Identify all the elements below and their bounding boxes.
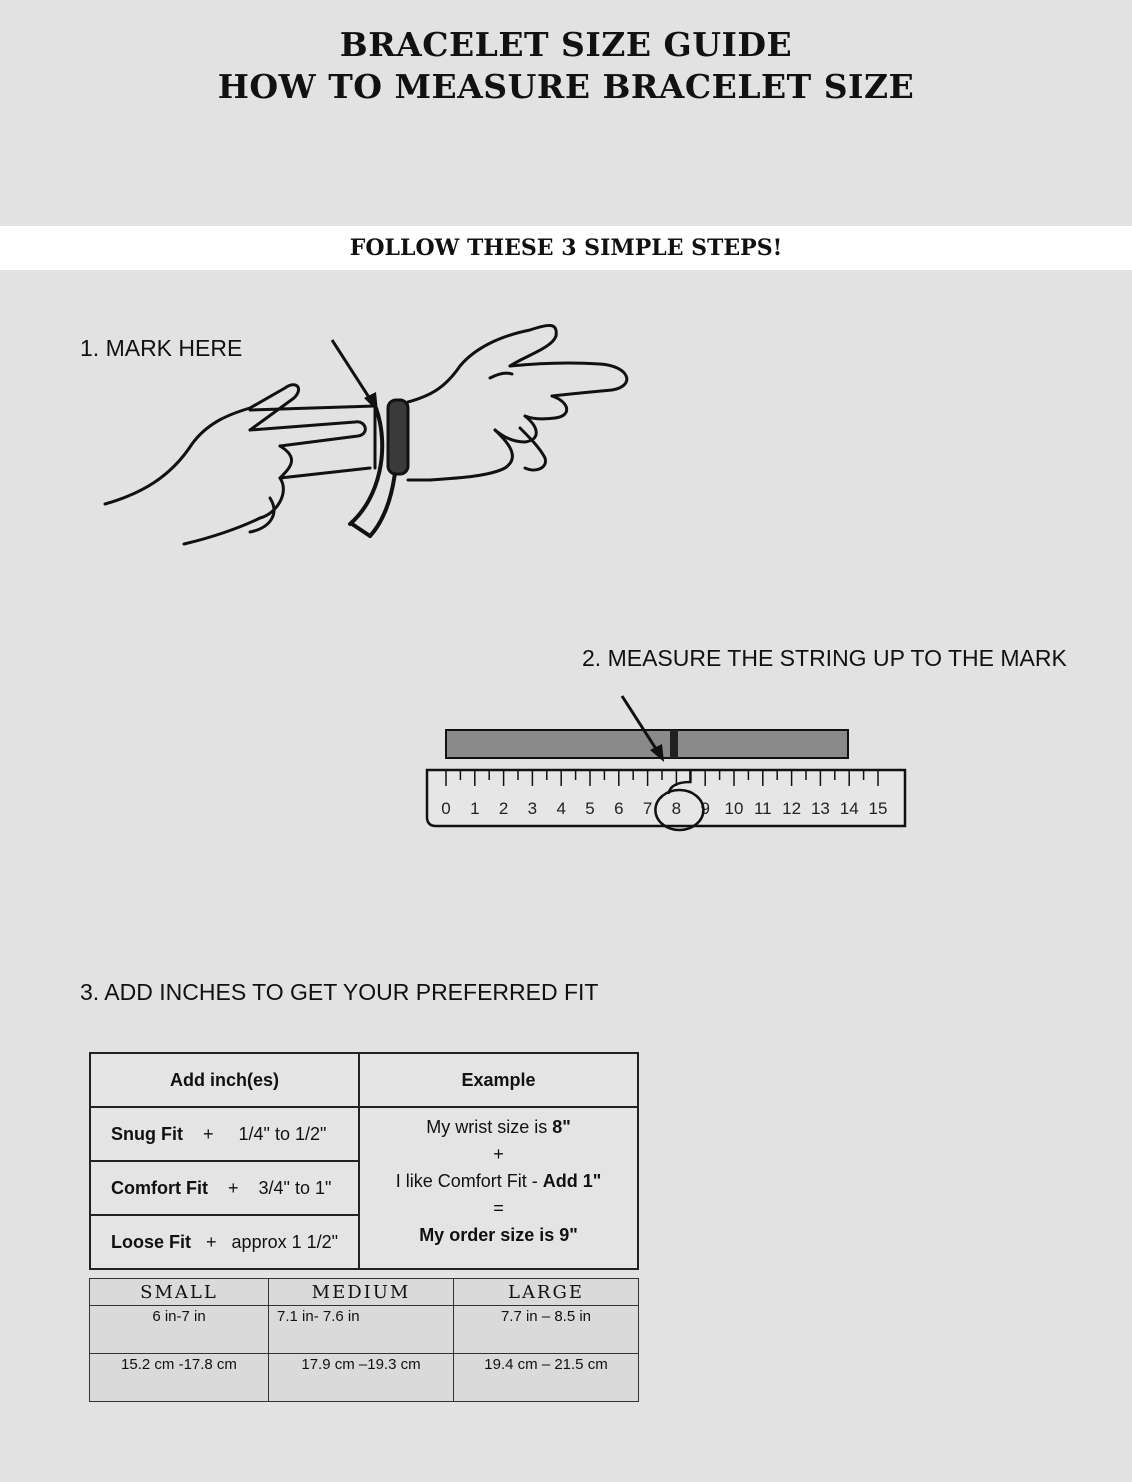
example-line1-text: My wrist size is [426, 1117, 553, 1137]
ruler-label: 14 [839, 799, 859, 818]
fit-value: approx 1 1/2" [231, 1231, 339, 1252]
step3-label: 3. ADD INCHES TO GET YOUR PREFERRED FIT [80, 979, 599, 1005]
ruler-label: 6 [614, 799, 624, 818]
ruler-label: 2 [498, 799, 509, 818]
example-line2-text: I like Comfort Fit - [395, 1171, 543, 1191]
ruler-illustration [420, 690, 910, 840]
page-title-line2: HOW TO MEASURE BRACELET SIZE [217, 67, 915, 106]
example-line2-bold: Add 1" [542, 1171, 602, 1191]
size-inches-large: 7.7 in – 8.5 in [454, 1306, 639, 1354]
example-cell [359, 1107, 638, 1269]
ruler-label: 4 [556, 799, 566, 818]
fit-op: + [206, 1231, 217, 1252]
example-line1 [361, 1114, 636, 1141]
size-cm-medium: 17.9 cm –19.3 cm [269, 1354, 454, 1402]
steps-banner [0, 226, 1132, 270]
size-cm-small: 15.2 cm -17.8 cm [90, 1354, 269, 1402]
step1-label: 1. MARK HERE [80, 335, 243, 361]
example-plus: + [493, 1144, 504, 1164]
size-cm-large: 19.4 cm – 21.5 cm [454, 1354, 639, 1402]
size-inches-medium: 7.1 in- 7.6 in [269, 1306, 454, 1354]
ruler-label: 1 [470, 799, 480, 818]
fit-op: + [228, 1177, 239, 1198]
steps-banner-text: FOLLOW THESE 3 SIMPLE STEPS! [349, 235, 783, 261]
ruler-label: 9 [700, 799, 710, 818]
fit-row-loose [90, 1215, 359, 1269]
fit-name: Comfort Fit [111, 1177, 208, 1198]
fit-value: 3/4" to 1" [258, 1177, 332, 1198]
ruler-label: 11 [753, 799, 772, 818]
step2-label: 2. MEASURE THE STRING UP TO THE MARK [582, 645, 1067, 671]
fit-table [89, 1052, 639, 1270]
example-line3 [361, 1222, 636, 1249]
fit-row-comfort [90, 1161, 359, 1215]
ruler-label: 13 [810, 799, 830, 818]
ruler-label: 3 [527, 799, 538, 818]
string-mark [670, 730, 678, 758]
ruler-label: 12 [782, 799, 802, 818]
fit-table-header-left: Add inch(es) [90, 1053, 359, 1107]
size-table [89, 1278, 639, 1402]
page-title-line1: BRACELET SIZE GUIDE [339, 25, 793, 64]
size-header-large: LARGE [454, 1279, 639, 1306]
ruler-label: 0 [441, 799, 451, 818]
fit-row-snug [90, 1107, 359, 1161]
wrist-marking-illustration [100, 318, 660, 558]
example-line3-bold: My order size is 9" [419, 1225, 578, 1245]
fit-table-header-right: Example [359, 1053, 638, 1107]
example-line2 [361, 1168, 636, 1195]
fit-value: 1/4" to 1/2" [238, 1123, 327, 1144]
fit-name: Snug Fit [111, 1123, 183, 1144]
example-line1-bold: 8" [552, 1117, 571, 1137]
fit-name: Loose Fit [111, 1231, 191, 1252]
ruler-label: 15 [868, 799, 888, 818]
fit-op: + [203, 1123, 214, 1144]
ruler-label: 8 [671, 799, 682, 818]
size-header-small: SMALL [90, 1279, 269, 1306]
size-header-medium: MEDIUM [269, 1279, 454, 1306]
ruler-label: 10 [724, 799, 744, 818]
size-inches-small: 6 in-7 in [90, 1306, 269, 1354]
example-equals: = [493, 1198, 504, 1218]
ruler-label: 7 [642, 799, 653, 818]
ruler-label: 5 [585, 799, 595, 818]
